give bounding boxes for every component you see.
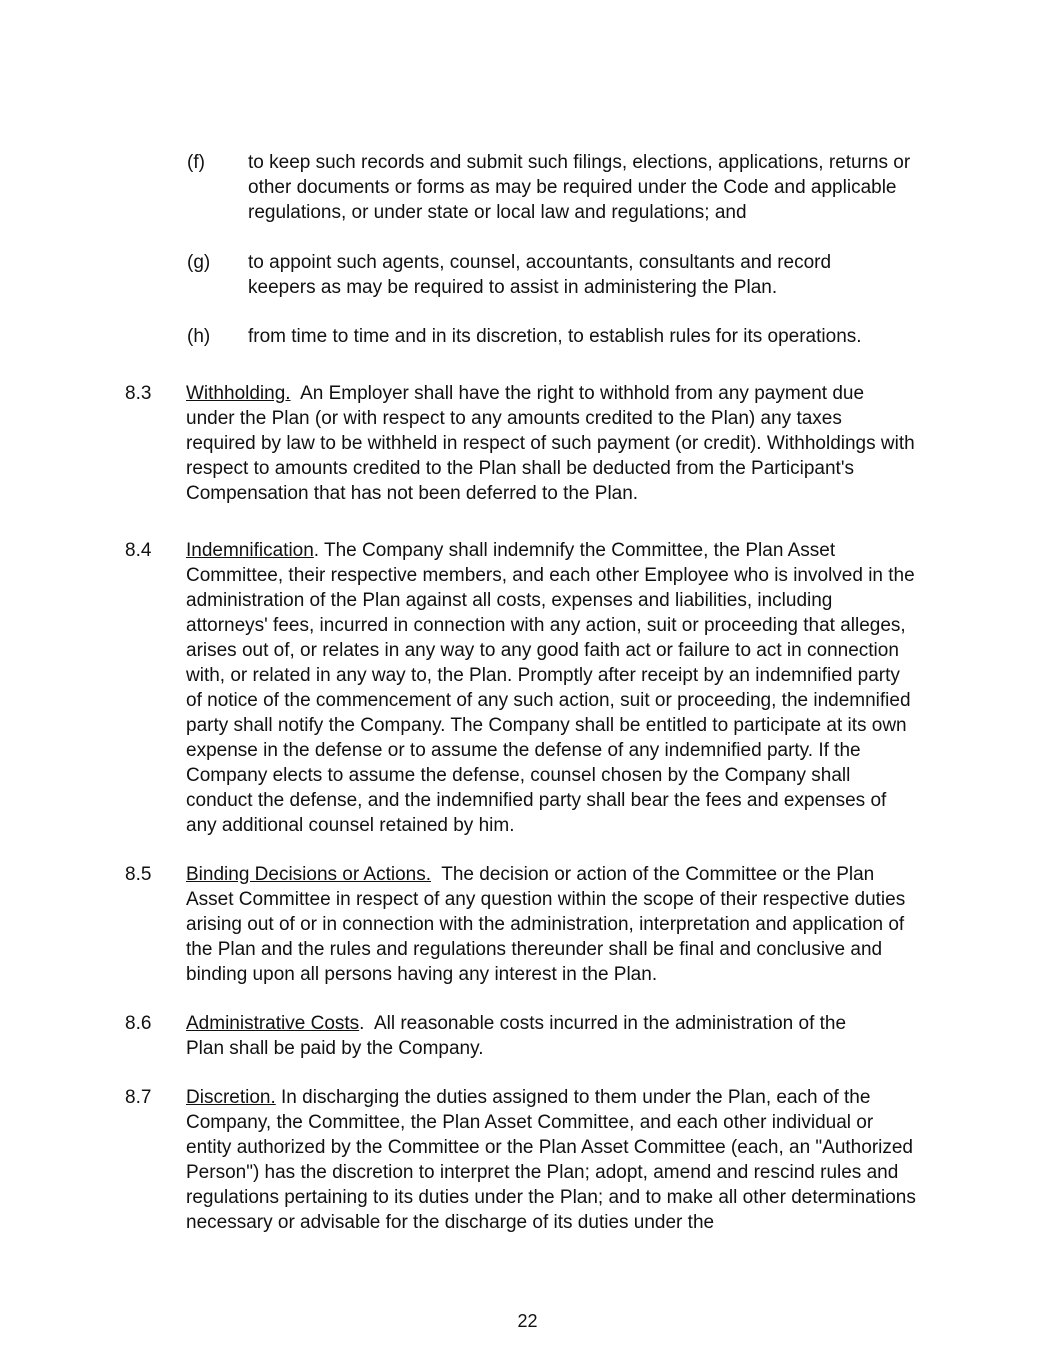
section-text: An Employer shall have the right to withhold from any payment due under the Plan (or with respect to any amounts credited to the Plan) any taxes required by law to be withheld in respect of such payment (or credit). Withholdings with respect to amounts credited to the Plan shall be deducted from the Participant's Compensation that has not been deferred to the Plan. — [186, 383, 920, 504]
subitem-h — [187, 324, 947, 349]
subitem-text: from time to time and in its discretion, to establish rules for its operations. — [248, 326, 862, 347]
section-body — [186, 1085, 922, 1235]
section-8-4 — [125, 538, 925, 838]
section-text: The decision or action of the Committee or the Plan Asset Committee in respect of any question within the scope of their respective duties arising out of or in connection with the administration, interpretation and application of the Plan and the rules and regulations thereunder shall be final and conclusive and binding upon all persons having any interest in the Plan. — [186, 864, 911, 985]
section-number: 8.7 — [125, 1087, 152, 1108]
subitem-text: to keep such records and submit such filings, elections, applications, returns or other documents or forms as may be required under the Code and applicable regulations, or under state or local law and regulations; and — [248, 152, 911, 223]
section-8-7 — [125, 1085, 925, 1235]
section-text: . The Company shall indemnify the Committee, the Plan Asset Committee, their respective members, and each other Employee who is involved in the administration of the Plan against all costs, expenses and liabilities, including attorneys' fees, incurred in connection with any action, suit or proceeding that alleges, arises out of, or relates in any way to any good faith act or failure to act in connection with, or related in any way to, the Plan. Promptly after receipt by an indemnified party of notice of the commencement of any such action, suit or proceeding, the indemnified party shall notify the Company. The Company shall be entitled to participate at its own expense in the defense or to assume the defense of any indemnified party. If the Company elects to assume the defense, counsel chosen by the Company shall conduct the defense, and the indemnified party shall bear the fees and expenses of any additional counsel retained by him. — [186, 540, 920, 836]
section-8-6 — [125, 1011, 925, 1061]
section-heading: Binding Decisions or Actions. — [186, 864, 432, 885]
section-body — [186, 538, 920, 838]
section-heading: Administrative Costs — [186, 1013, 360, 1034]
subitem-text: to appoint such agents, counsel, accountants, consultants and record keepers as may be required to assist in administering the Plan. — [248, 252, 832, 298]
section-number: 8.6 — [125, 1013, 152, 1034]
section-body — [186, 862, 916, 987]
section-body — [186, 381, 920, 506]
section-heading: Indemnification — [186, 540, 314, 561]
subitem-label: (h) — [187, 326, 211, 347]
subitem-g — [187, 250, 947, 300]
section-heading: Withholding. — [186, 383, 291, 404]
section-body — [186, 1011, 886, 1061]
subitem-label: (g) — [187, 252, 211, 273]
section-number: 8.5 — [125, 864, 152, 885]
section-text: In discharging the duties assigned to them under the Plan, each of the Company, the Committee, the Plan Asset Committee, and each other individual or entity authorized by the Committee or the Plan Asset Committee (each, an "Authorized Person") has the discretion to interpret the Plan; adopt, amend and rescind rules and regulations pertaining to its duties under the Plan; and to make all other determinations necessary or advisable for the discharge of its duties under the — [186, 1087, 922, 1233]
section-number: 8.3 — [125, 383, 152, 404]
section-text: . All reasonable costs incurred in the administration of the Plan shall be paid by the Company. — [186, 1013, 852, 1059]
section-number: 8.4 — [125, 540, 152, 561]
section-8-5 — [125, 862, 925, 987]
page-number: 22 — [517, 1311, 538, 1331]
section-8-3 — [125, 381, 925, 506]
section-heading: Discretion. — [186, 1087, 276, 1108]
subitem-f — [187, 150, 947, 225]
subitem-label: (f) — [187, 152, 205, 173]
